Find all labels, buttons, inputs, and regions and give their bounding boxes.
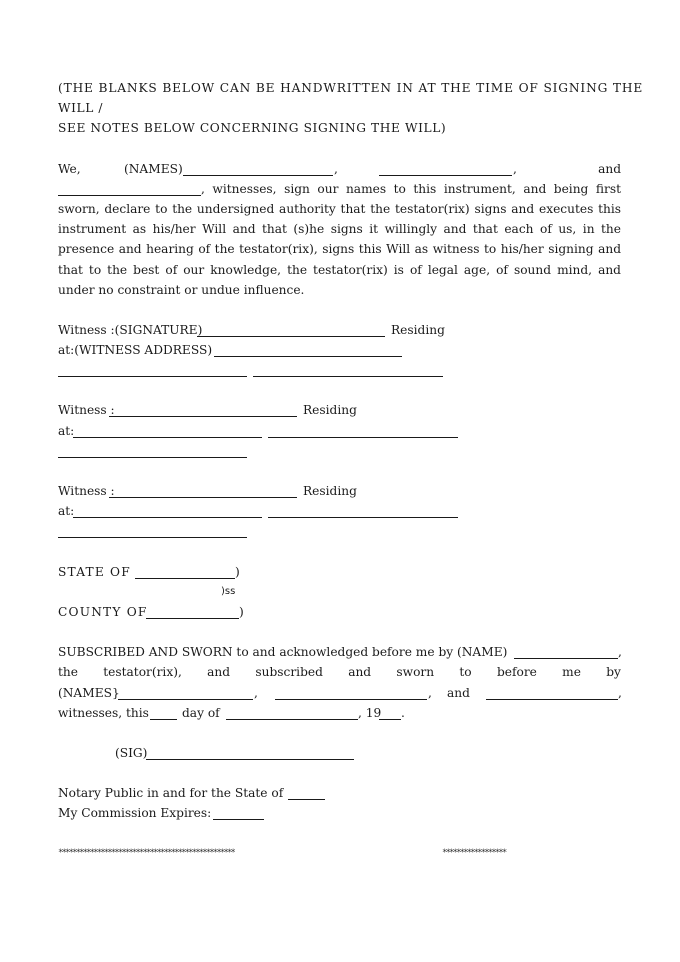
witness-2-address-row-2 [58, 441, 621, 461]
witness-name-blank-3[interactable] [58, 183, 201, 196]
day-of-label: day of [182, 705, 220, 720]
we-label: We, [58, 161, 81, 176]
witness-2-address-blank[interactable] [73, 425, 262, 438]
witness-1-label: Witness :(SIGNATURE) [58, 322, 203, 337]
separator-group-2: ****************** [442, 848, 506, 859]
comma: , [618, 645, 622, 660]
attestation-line-5: presence and hearing of the testator(rix), signs this Will as witness to his/her signing and [58, 242, 621, 257]
jurat-word: sworn [396, 665, 435, 680]
witness-3-address-blank[interactable] [73, 505, 262, 518]
names-label: (NAMES} [58, 685, 120, 700]
witness-3-label: Witness : [58, 484, 115, 498]
and-label: and [598, 161, 621, 176]
residing-label: Residing [303, 403, 357, 418]
witness-name-blank-2[interactable] [379, 163, 512, 176]
jurat-text: SUBSCRIBED AND SWORN to and acknowledged before me by (NAME) [58, 645, 508, 660]
witness-2-address-row [58, 421, 621, 441]
witness-1-address-blank[interactable] [214, 344, 402, 357]
witness-2-signature-blank[interactable] [109, 404, 297, 417]
witness-name-blank-1[interactable] [183, 163, 333, 176]
attestation-line-7: under no constraint or undue influence. [58, 282, 305, 297]
witness-3-address-blank-3[interactable] [58, 525, 247, 538]
witness-3-address-row [58, 501, 621, 521]
header-note-line-3: SEE NOTES BELOW CONCERNING SIGNING THE WILL) [58, 121, 447, 136]
witness-1-signature-blank[interactable] [197, 324, 385, 337]
county-label: COUNTY OF [58, 604, 148, 619]
residing-label: Residing [391, 322, 445, 337]
comma: , [513, 161, 517, 176]
comma: , [334, 161, 338, 176]
jurat-word: by [606, 665, 621, 680]
notary-state-blank[interactable] [288, 787, 325, 800]
notary-public-row [58, 783, 621, 803]
header-note-line-1: (THE BLANKS BELOW CAN BE HANDWRITTEN IN AT THE TIME OF SIGNING THE [58, 81, 644, 95]
jurat-word: the [58, 665, 78, 680]
asterisk-separator [58, 843, 621, 863]
jurat-witness-blank-3[interactable] [486, 687, 618, 700]
witness-1-address-row [58, 340, 621, 360]
and-label: and [447, 685, 470, 700]
witness-3-address-blank-2[interactable] [268, 505, 458, 518]
county-row [58, 602, 621, 622]
comma: , [428, 685, 432, 700]
separator-group-1: ************************************************** [58, 848, 234, 859]
ss-label: )ss [221, 585, 236, 597]
jurat-word: subscribed [255, 665, 323, 680]
header-note-line-2: WILL / [58, 101, 104, 116]
state-label: STATE OF [58, 564, 131, 579]
witness-2-signature-row [58, 400, 621, 420]
comma: , [618, 685, 622, 700]
witness-1-address-row-2 [58, 360, 621, 380]
state-blank[interactable] [135, 566, 235, 579]
jurat-word: me [562, 665, 581, 680]
witness-2-address-blank-2[interactable] [268, 425, 458, 438]
attestation-line-3: sworn, declare to the undersigned authority that the testator(rix) signs and executes this [58, 201, 621, 216]
attestation-line-1 [58, 159, 621, 179]
state-row [58, 562, 621, 582]
county-close-paren: ) [239, 604, 244, 619]
jurat-word: testator(rix), [103, 665, 182, 680]
jurat-line-4 [58, 703, 621, 723]
commission-expiry-blank[interactable] [213, 807, 264, 820]
witness-3-signature-blank[interactable] [109, 485, 297, 498]
attestation-line-4: instrument as his/her Will and that (s)he signs it willingly and that each of us, in the [58, 222, 621, 237]
witness-3-signature-row [58, 481, 621, 501]
jurat-word: to [459, 665, 472, 680]
jurat-word: and [348, 665, 372, 680]
will-attestation-document [58, 78, 644, 863]
attestation-line-6: that to the best of our knowledge, the testator(rix) is of legal age, of sound mind, and [58, 262, 621, 277]
year-prefix: , 19 [358, 705, 382, 720]
jurat-word: and [207, 665, 231, 680]
witness-2-address-label: at: [58, 423, 75, 438]
day-blank[interactable] [150, 707, 177, 720]
sig-label: (SIG) [115, 745, 148, 760]
commission-label: My Commission Expires: [58, 806, 212, 821]
notary-signature-blank[interactable] [146, 747, 354, 760]
jurat-witness-blank-2[interactable] [275, 687, 427, 700]
witness-3-address-row-2 [58, 521, 621, 541]
ss-row [58, 582, 621, 602]
jurat-word: before [496, 665, 537, 680]
witness-3-address-label: at: [58, 504, 75, 519]
jurat-line-1 [58, 642, 621, 662]
jurat-line-2 [58, 662, 621, 682]
attestation-line-2 [58, 179, 621, 199]
residing-label: Residing [303, 484, 357, 498]
notary-public-label: Notary Public in and for the State of [58, 786, 284, 801]
state-close-paren: ) [235, 564, 240, 579]
jurat-line-3 [58, 683, 621, 703]
attestation-text: , witnesses, sign our names to this instrument, and being first [201, 181, 621, 196]
testator-name-blank[interactable] [514, 646, 618, 659]
witnesses-this-label: witnesses, this [58, 705, 149, 720]
notary-signature-row [58, 743, 621, 763]
comma: , [254, 685, 258, 700]
county-blank[interactable] [146, 606, 239, 619]
period: . [401, 705, 405, 720]
witness-1-address-blank-2[interactable] [58, 364, 247, 377]
month-blank[interactable] [226, 707, 358, 720]
names-label: (NAMES) [124, 161, 183, 176]
commission-row [58, 803, 621, 823]
witness-1-address-label: at:(WITNESS ADDRESS) [58, 343, 213, 358]
year-blank[interactable] [379, 707, 401, 720]
witness-2-address-blank-3[interactable] [58, 445, 247, 458]
witness-1-signature-row [58, 320, 621, 340]
witness-2-label: Witness : [58, 403, 115, 418]
jurat-witness-blank-1[interactable] [118, 687, 253, 700]
witness-1-address-blank-3[interactable] [253, 364, 443, 377]
